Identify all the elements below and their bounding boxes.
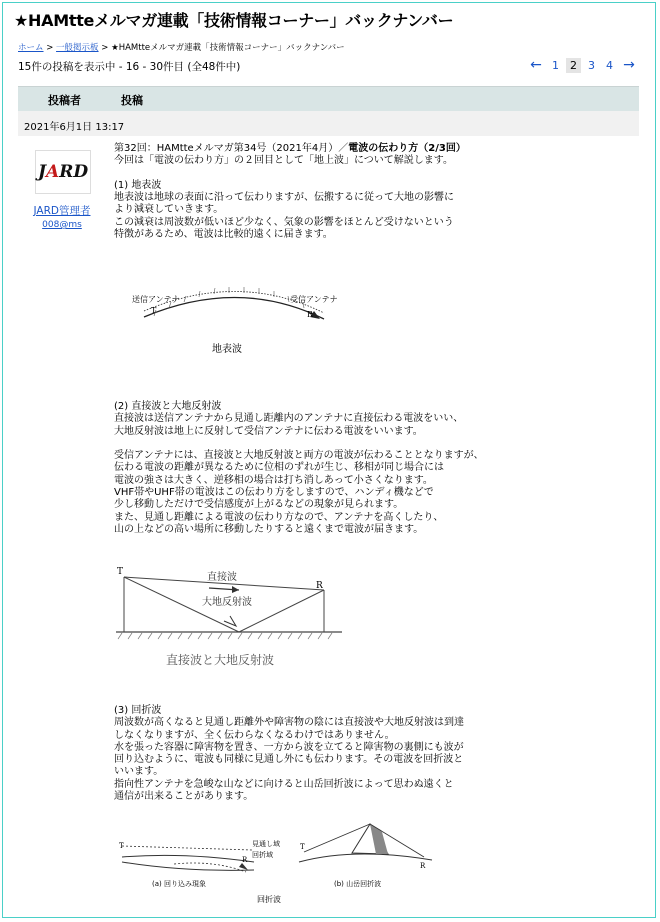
diffraction-caption: 回折波: [257, 895, 281, 904]
post-intro: 今回は「電波の伝わり方」の２回目として「地上波」について解説します。: [114, 155, 453, 167]
direct-reflected-line: [114, 438, 644, 450]
surface-wave-line: この減衰は周波数が低いほど少なく、気象の影響をほとんど受けないという: [114, 216, 454, 228]
breadcrumb-board-link[interactable]: 一般掲示板: [56, 43, 99, 53]
diffraction-line: いいます。: [114, 766, 164, 778]
diffraction-figure: [114, 812, 440, 908]
diffraction-line: 指向性アンテナを急峻な山などに向けると山岳回折波によって思わぬ遠くと: [114, 778, 454, 790]
diffr-t-label: T: [119, 842, 124, 850]
next-page-arrow-icon[interactable]: →: [623, 57, 635, 73]
diffraction-zone-label: 回折域: [252, 851, 273, 859]
post-date: 2021年6月1日 13:17: [24, 122, 125, 133]
post-date-row: [18, 111, 639, 136]
surface-wave-line: 特徴があるため、電波は比較的遠くに届きます。: [114, 229, 333, 241]
sub-a-caption: (a) 回り込み現象: [152, 880, 206, 888]
direct-reflected-line: VHF帯やUHF帯の電波はこの伝わり方をしますので、ハンディ機などで: [114, 487, 434, 499]
surface-wave-line: 地表波は地球の表面に沿って伝わりますが、伝搬するに従って大地の影響に: [114, 192, 454, 204]
avatar-logo: JARD: [37, 162, 89, 182]
post-body-section3: [114, 705, 644, 803]
direct-reflected-line: 直接波は送信アンテナから見通し距離内のアンテナに直接伝わる電波をいい、: [114, 413, 464, 425]
breadcrumb-home-link[interactable]: ホーム: [18, 43, 44, 53]
tx-antenna-label: 送信アンテナ: [132, 295, 180, 304]
surface-wave-line: より減衰していきます。: [114, 204, 224, 216]
ground-wave-caption: 地表波: [212, 344, 242, 355]
direct-wave-label: 直接波: [207, 572, 237, 583]
direct-reflected-line: 伝わる電波の距離が異なるために位相のずれが生じ、移相が同じ場合には: [114, 462, 444, 474]
post-count-text: 15件の投稿を表示中 - 16 - 30件目 (全48件中): [18, 61, 241, 73]
avatar[interactable]: [35, 150, 91, 194]
diffraction-heading: (3) 回折波: [114, 705, 162, 716]
diffr-r-label: R: [242, 856, 248, 864]
page-link-3[interactable]: 3: [588, 59, 595, 72]
post-body: [114, 143, 644, 241]
direct-reflected-line: 受信アンテナには、直接波と大地反射波と両方の電波が伝わることとなりますが、: [114, 450, 484, 462]
direct-reflected-heading: (2) 直接波と大地反射波: [114, 401, 222, 412]
breadcrumb: [18, 41, 345, 53]
surface-wave-heading: (1) 地表波: [114, 179, 162, 191]
prev-page-arrow-icon[interactable]: ←: [530, 57, 542, 73]
mtn-r-label: R: [420, 862, 426, 870]
post-body-section2: [114, 401, 644, 536]
tx-t-label: T: [117, 567, 124, 577]
direct-reflected-line: 少し移動しただけで受信感度が上がるなどの現象が見られます。: [114, 499, 404, 511]
direct-reflected-line: また、見通し距離による電波の伝わり方なので、アンテナを高くしたり、: [114, 511, 444, 523]
page-current-2: 2: [566, 58, 581, 73]
section-direct-reflected-wave: [114, 401, 644, 536]
column-author: 投稿者: [48, 94, 81, 107]
reflected-wave-label: 大地反射波: [202, 597, 252, 608]
author-block: [18, 204, 106, 232]
post-heading: 第32回：HAMtteメルマガ第34号（2021年4月）／電波の伝わり方（2/3回）: [114, 143, 466, 154]
sub-b-caption: (b) 山岳回折波: [334, 880, 382, 888]
page-link-1[interactable]: 1: [552, 59, 559, 72]
ground-wave-figure: [114, 257, 358, 374]
page-link-4[interactable]: 4: [606, 59, 613, 72]
los-zone-label: 見通し域: [252, 840, 280, 848]
mtn-t-label: T: [300, 843, 305, 851]
tx-t-label: T: [151, 306, 157, 315]
direct-reflected-line: 山の上などの高い場所に移動したりすると遠くまで電波が届きます。: [114, 523, 424, 535]
author-handle-link[interactable]: 008@ms: [42, 220, 82, 230]
direct-reflected-line: 電波の強さは大きく、逆移相の場合は打ち消しあって小さくなります。: [114, 474, 433, 486]
diffraction-line: しなくなりますが、全く伝わらなくなるわけではありません。: [114, 729, 395, 741]
pagination: [527, 58, 638, 73]
table-header: [18, 86, 639, 111]
page-title: ★HAMtteメルマガ連載「技術情報コーナー」バックナンバー: [14, 11, 454, 30]
column-post: 投稿: [121, 94, 143, 107]
diffraction-line: 水を張った容器に障害物を置き、一方から波を立てると障害物の裏側にも波が: [114, 741, 464, 753]
breadcrumb-separator: >: [46, 43, 54, 53]
author-name-link[interactable]: JARD管理者: [33, 205, 91, 217]
breadcrumb-current: ★HAMtteメルマガ連載「技術情報コーナー」バックナンバー: [111, 43, 345, 53]
diffraction-line: 通信が出来ることがあります。: [114, 791, 254, 803]
section-surface-wave: [114, 180, 644, 241]
breadcrumb-separator: >: [101, 43, 109, 53]
rx-antenna-label: 受信アンテナ: [290, 295, 338, 304]
diffraction-line: 回り込むように、電波も同様に見通し外にも伝わります。その電波を回折波と: [114, 754, 464, 766]
diffraction-line: 周波数が高くなると見通し距離外や障害物の陰には直接波や大地反射波は到達: [114, 717, 464, 729]
direct-reflected-line: 大地反射波は地上に反射して受信アンテナに伝わる電波をいいます。: [114, 425, 423, 437]
section-diffraction-wave: [114, 705, 644, 803]
direct-reflected-figure: [114, 554, 344, 682]
rx-r-label: R: [316, 581, 323, 591]
rx-r-label: R: [307, 310, 314, 319]
direct-reflected-caption: 直接波と大地反射波: [166, 653, 275, 667]
